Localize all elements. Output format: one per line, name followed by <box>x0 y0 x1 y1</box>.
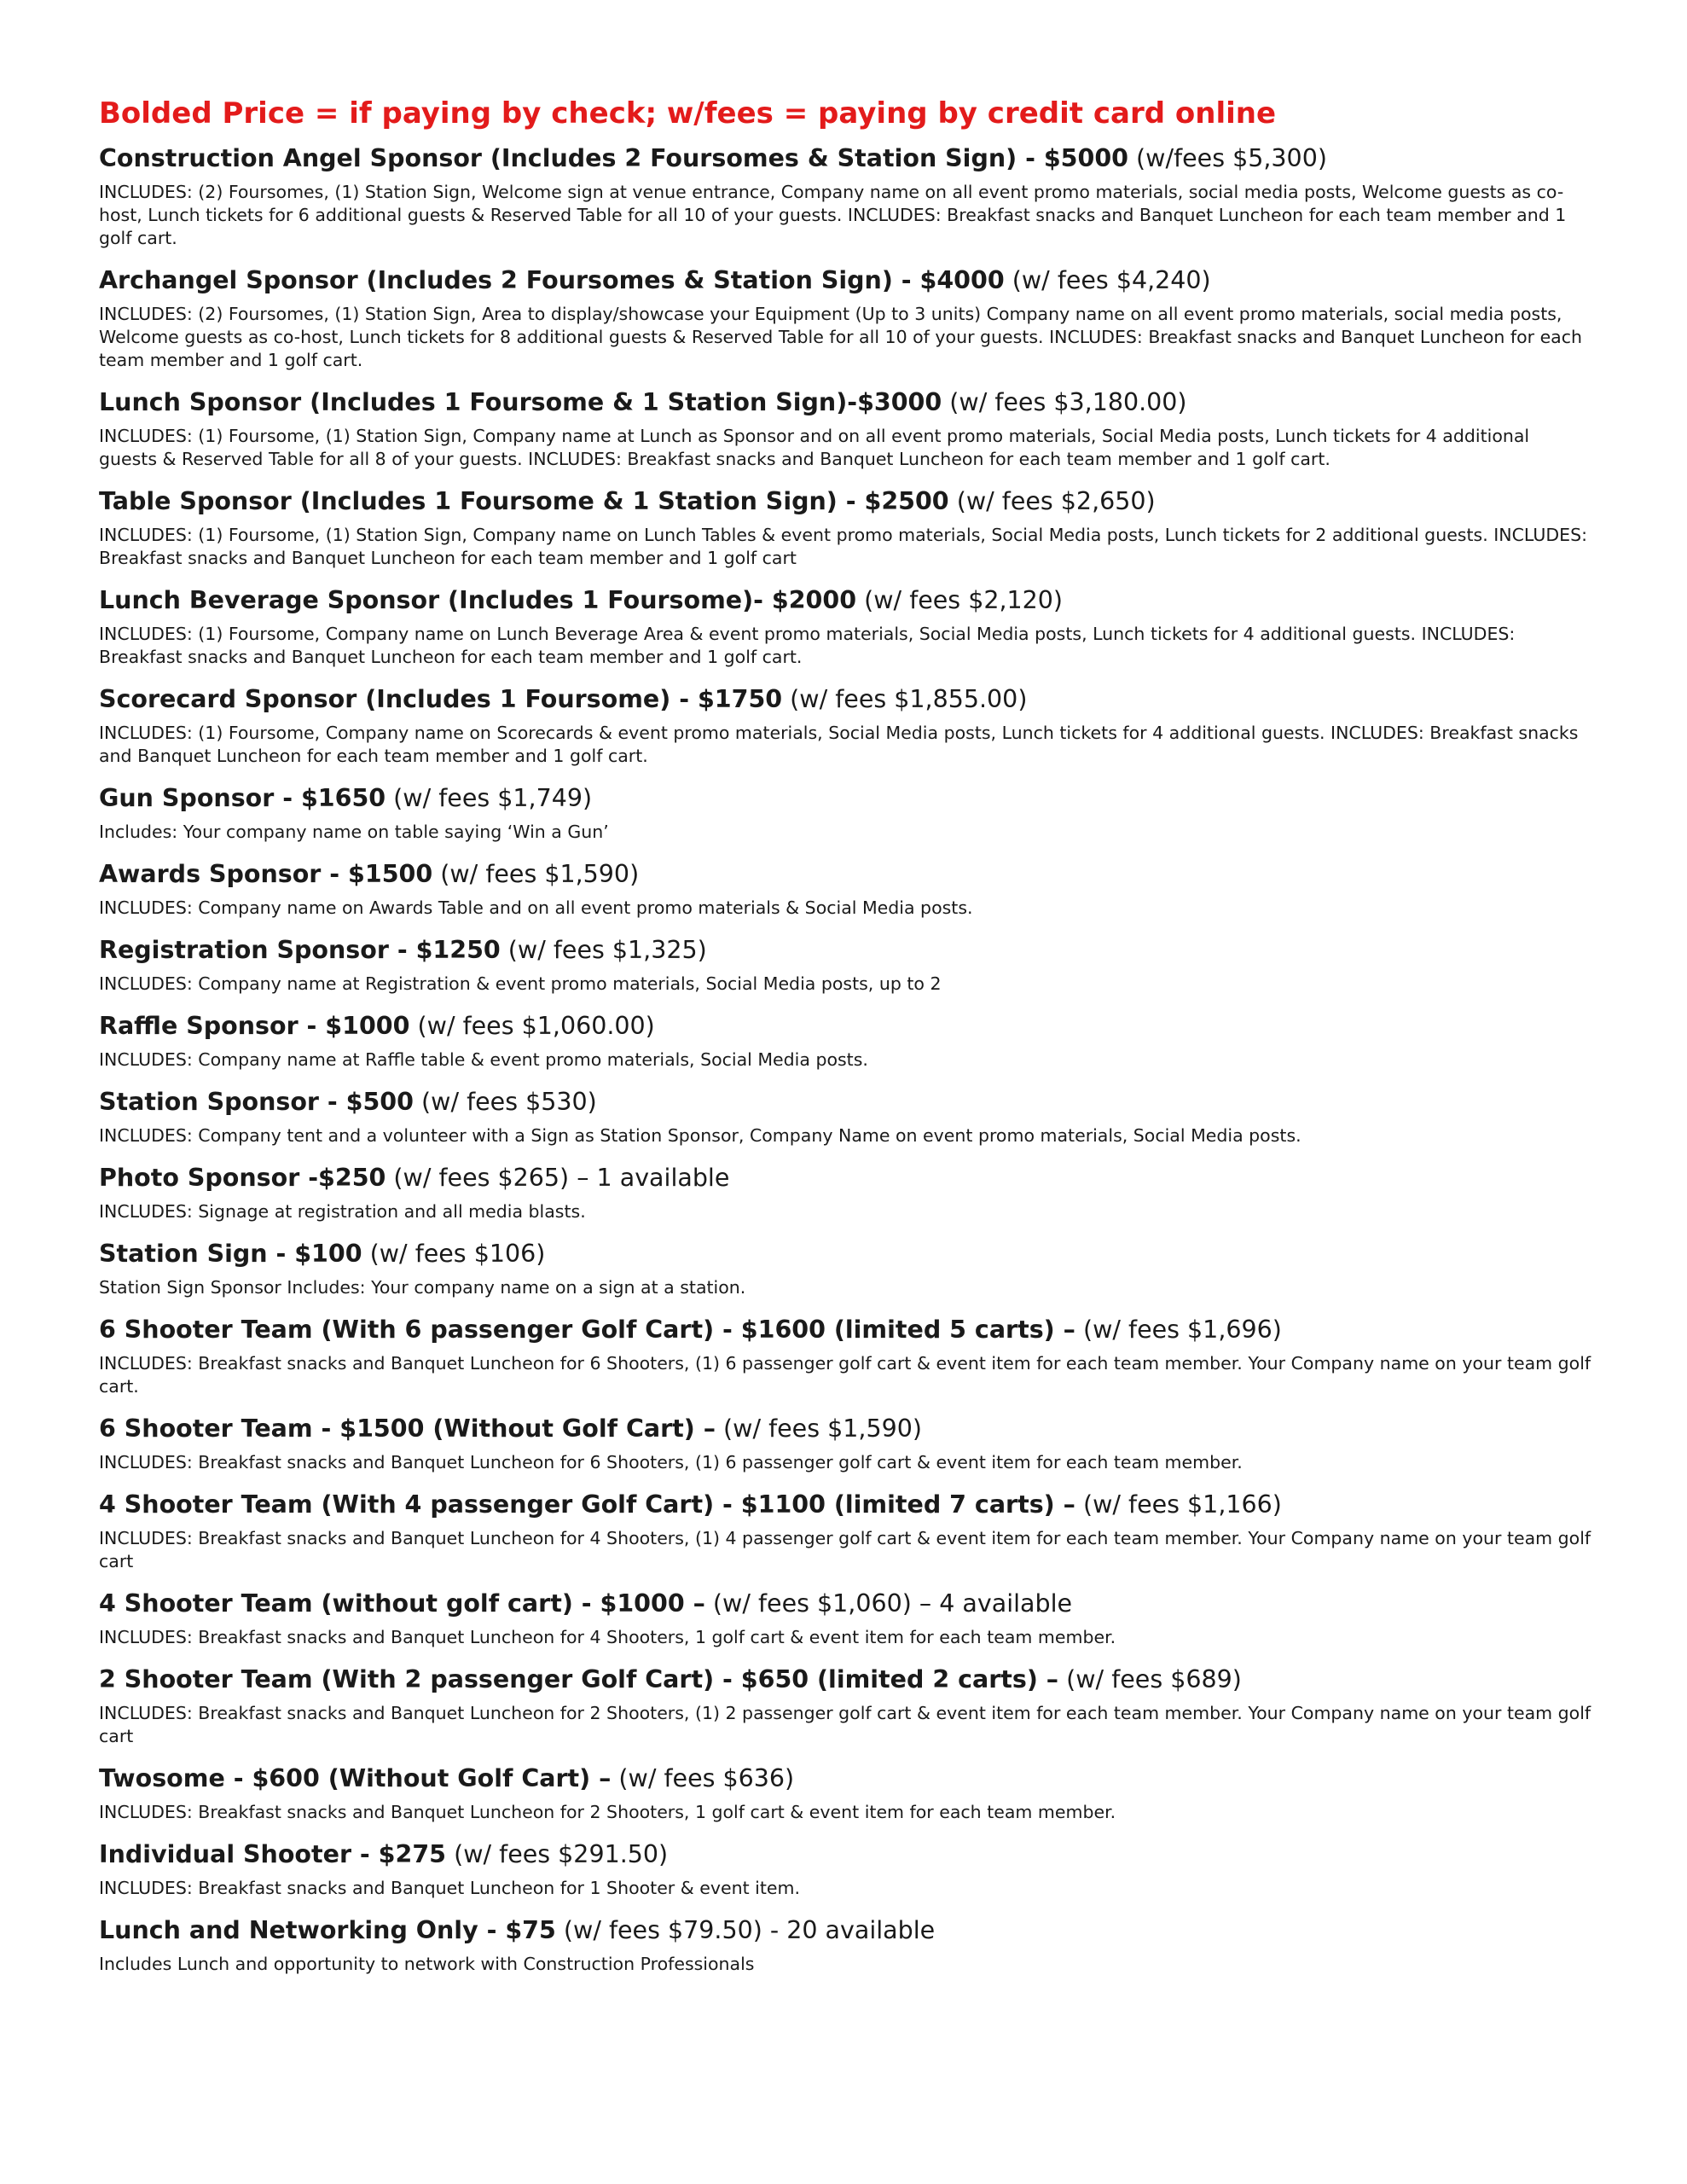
sponsorship-name-price: Construction Angel Sponsor (Includes 2 Foursomes & Station Sign) - $5000 <box>99 144 1128 172</box>
sponsorship-description: INCLUDES: (2) Foursomes, (1) Station Sign, Area to display/showcase your Equipment (Up to 3 units) Company name on all event promo materials, social media posts, Welcome guests as co-host, Lunch tickets for 8 additional guests & Reserved Table for all 10 of your guests. INCLUDES: Breakfast snacks and Banquet Luncheon for each team member and 1 golf cart. <box>99 304 1583 370</box>
sponsorship-title <box>99 1914 1591 1948</box>
sponsorship-item <box>99 781 1591 844</box>
sponsorship-name-price: Lunch and Networking Only - $75 <box>99 1916 556 1944</box>
sponsorship-title <box>99 1838 1591 1872</box>
sponsorship-item <box>99 1663 1591 1748</box>
sponsorship-description: INCLUDES: (1) Foursome, (1) Station Sign, Company name at Lunch as Sponsor and on all event promo materials, Social Media posts, Lunch tickets for 4 additional guests & Reserved Table for all 8 of your guests. INCLUDES: Breakfast snacks and Banquet Luncheon for each team member and 1 golf cart. <box>99 426 1530 469</box>
sponsorship-description: INCLUDES: Company name at Registration & event promo materials, Social Media posts, up to 2 <box>99 973 942 994</box>
sponsorship-title <box>99 1237 1591 1271</box>
sponsorship-card-fee: (w/ fees $1,749) <box>386 784 593 812</box>
sponsorship-card-fee: (w/ fees $265) – 1 available <box>386 1164 730 1192</box>
sponsorship-description: Includes: Your company name on table saying ‘Win a Gun’ <box>99 822 609 842</box>
sponsorship-title <box>99 682 1591 717</box>
sponsorship-name-price: Gun Sponsor - $1650 <box>99 784 386 812</box>
sponsorship-name-price: Registration Sponsor - $1250 <box>99 936 501 964</box>
sponsorship-item <box>99 1313 1591 1398</box>
sponsorship-card-fee: (w/ fees $636) <box>611 1764 795 1792</box>
sponsorship-name-price: Station Sponsor - $500 <box>99 1088 414 1116</box>
sponsorship-item <box>99 933 1591 996</box>
sponsorship-name-price: 2 Shooter Team (With 2 passenger Golf Cart) - $650 (limited 2 carts) – <box>99 1665 1059 1693</box>
sponsorship-name-price: Archangel Sponsor (Includes 2 Foursomes & Station Sign) - $4000 <box>99 266 1005 294</box>
sponsorship-name-price: 6 Shooter Team (With 6 passenger Golf Cart) - $1600 (limited 5 carts) – <box>99 1316 1075 1344</box>
sponsorship-name-price: 4 Shooter Team (With 4 passenger Golf Cart) - $1100 (limited 7 carts) – <box>99 1490 1075 1519</box>
sponsorship-card-fee: (w/ fees $106) <box>362 1240 546 1268</box>
sponsorship-name-price: Table Sponsor (Includes 1 Foursome & 1 Station Sign) - $2500 <box>99 487 949 515</box>
sponsorship-name-price: Station Sign - $100 <box>99 1240 362 1268</box>
sponsorship-description: INCLUDES: Breakfast snacks and Banquet Luncheon for 1 Shooter & event item. <box>99 1878 800 1898</box>
sponsorship-description: INCLUDES: Breakfast snacks and Banquet Luncheon for 2 Shooters, 1 golf cart & event item for each team member. <box>99 1802 1116 1822</box>
sponsorship-item <box>99 1762 1591 1824</box>
sponsorship-card-fee: (w/ fees $3,180.00) <box>942 388 1187 416</box>
sponsorship-description: INCLUDES: (1) Foursome, Company name on Scorecards & event promo materials, Social Media posts, Lunch tickets for 4 additional guests. INCLUDES: Breakfast snacks and Banquet Luncheon for each team member and 1 golf cart. <box>99 723 1579 766</box>
sponsorship-description: INCLUDES: Breakfast snacks and Banquet Luncheon for 4 Shooters, (1) 4 passenger golf cart & event item for each team member. Your Company name on your team golf cart <box>99 1528 1591 1571</box>
sponsorship-card-fee: (w/ fees $1,060.00) <box>409 1012 655 1040</box>
sponsorship-description: Includes Lunch and opportunity to network with Construction Professionals <box>99 1954 755 1974</box>
sponsorship-card-fee: (w/ fees $530) <box>413 1088 597 1116</box>
sponsorship-title <box>99 1412 1591 1446</box>
sponsorship-title <box>99 1488 1591 1522</box>
sponsorship-title <box>99 781 1591 816</box>
sponsorship-item <box>99 1009 1591 1072</box>
sponsorship-description: Station Sign Sponsor Includes: Your company name on a sign at a station. <box>99 1277 746 1298</box>
sponsorship-item <box>99 1237 1591 1299</box>
sponsorship-item <box>99 857 1591 920</box>
sponsorship-title <box>99 857 1591 892</box>
sponsorship-card-fee: (w/ fees $1,590) <box>715 1414 922 1443</box>
sponsorship-item <box>99 1085 1591 1147</box>
sponsorship-name-price: Lunch Beverage Sponsor (Includes 1 Foursome)- $2000 <box>99 586 857 614</box>
sponsorship-card-fee: (w/ fees $1,696) <box>1075 1316 1282 1344</box>
sponsorship-title <box>99 1663 1591 1697</box>
sponsorship-card-fee: (w/ fees $79.50) - 20 available <box>555 1916 936 1944</box>
sponsorship-item <box>99 386 1591 471</box>
sponsorship-card-fee: (w/ fees $4,240) <box>1004 266 1211 294</box>
sponsorship-card-fee: (w/ fees $1,060) – 4 available <box>704 1589 1073 1618</box>
sponsorship-item <box>99 1838 1591 1900</box>
sponsorship-page <box>99 94 1591 1989</box>
pricing-note-header: Bolded Price = if paying by check; w/fees = paying by credit card online <box>99 96 1277 131</box>
sponsorship-description: INCLUDES: (1) Foursome, (1) Station Sign, Company name on Lunch Tables & event promo materials, Social Media posts, Lunch tickets for 2 additional guests. INCLUDES: Breakfast snacks and Banquet Luncheon for each team member and 1 golf cart <box>99 525 1587 568</box>
sponsorship-card-fee: (w/ fees $1,166) <box>1075 1490 1282 1519</box>
sponsorship-description: INCLUDES: Breakfast snacks and Banquet Luncheon for 6 Shooters, (1) 6 passenger golf cart & event item for each team member. <box>99 1452 1243 1472</box>
sponsorship-card-fee: (w/fees $5,300) <box>1128 144 1327 172</box>
sponsorship-card-fee: (w/ fees $2,120) <box>856 586 1064 614</box>
sponsorship-title <box>99 1313 1591 1347</box>
sponsorship-name-price: Raffle Sponsor - $1000 <box>99 1012 410 1040</box>
sponsorship-description: INCLUDES: Company name on Awards Table and on all event promo materials & Social Media posts. <box>99 897 973 918</box>
sponsorship-item <box>99 485 1591 570</box>
sponsorship-card-fee: (w/ fees $1,325) <box>500 936 707 964</box>
sponsorship-item <box>99 1488 1591 1573</box>
sponsorship-item <box>99 584 1591 669</box>
sponsorship-card-fee: (w/ fees $2,650) <box>948 487 1156 515</box>
sponsorship-description: INCLUDES: Breakfast snacks and Banquet Luncheon for 4 Shooters, 1 golf cart & event item for each team member. <box>99 1627 1116 1647</box>
sponsorship-title <box>99 142 1591 176</box>
sponsorship-title <box>99 1085 1591 1119</box>
sponsorship-description: INCLUDES: Breakfast snacks and Banquet Luncheon for 6 Shooters, (1) 6 passenger golf cart & event item for each team member. Your Company name on your team golf cart. <box>99 1353 1591 1397</box>
sponsorship-item <box>99 1412 1591 1474</box>
sponsorship-item <box>99 142 1591 250</box>
sponsorship-name-price: 6 Shooter Team - $1500 (Without Golf Cart) – <box>99 1414 716 1443</box>
sponsorship-name-price: Twosome - $600 (Without Golf Cart) – <box>99 1764 612 1792</box>
sponsorship-item <box>99 264 1591 372</box>
sponsorship-name-price: 4 Shooter Team (without golf cart) - $1000 – <box>99 1589 705 1618</box>
sponsorship-card-fee: (w/ fees $1,590) <box>432 860 640 888</box>
sponsorship-title <box>99 1161 1591 1195</box>
sponsorship-name-price: Awards Sponsor - $1500 <box>99 860 433 888</box>
sponsorship-item <box>99 682 1591 768</box>
sponsorship-description: INCLUDES: Breakfast snacks and Banquet Luncheon for 2 Shooters, (1) 2 passenger golf cart & event item for each team member. Your Company name on your team golf cart <box>99 1703 1591 1746</box>
sponsorship-item <box>99 1161 1591 1223</box>
sponsorship-title <box>99 1587 1591 1621</box>
sponsorship-name-price: Lunch Sponsor (Includes 1 Foursome & 1 Station Sign)-$3000 <box>99 388 942 416</box>
sponsorship-title <box>99 1762 1591 1796</box>
sponsorship-title <box>99 386 1591 420</box>
sponsorship-description: INCLUDES: Company tent and a volunteer with a Sign as Station Sponsor, Company Name on event promo materials, Social Media posts. <box>99 1125 1301 1146</box>
sponsorship-title <box>99 485 1591 519</box>
sponsorship-description: INCLUDES: (2) Foursomes, (1) Station Sign, Welcome sign at venue entrance, Company name on all event promo materials, social media posts, Welcome guests as co-host, Lunch tickets for 6 additional guests & Reserved Table for all 10 of your guests. INCLUDES: Breakfast snacks and Banquet Luncheon for each team member and 1 golf cart. <box>99 182 1567 248</box>
sponsorship-item <box>99 1914 1591 1976</box>
sponsorship-description: INCLUDES: (1) Foursome, Company name on Lunch Beverage Area & event promo materials, Social Media posts, Lunch tickets for 4 additional guests. INCLUDES: Breakfast snacks and Banquet Luncheon for each team member and 1 golf cart. <box>99 624 1516 667</box>
sponsorship-description: INCLUDES: Signage at registration and all media blasts. <box>99 1201 586 1222</box>
sponsorship-name-price: Photo Sponsor -$250 <box>99 1164 386 1192</box>
sponsorship-description: INCLUDES: Company name at Raffle table & event promo materials, Social Media posts. <box>99 1049 868 1070</box>
sponsorship-name-price: Individual Shooter - $275 <box>99 1840 447 1868</box>
sponsorship-title <box>99 933 1591 967</box>
sponsorship-name-price: Scorecard Sponsor (Includes 1 Foursome) - $1750 <box>99 685 783 713</box>
sponsorship-title <box>99 264 1591 298</box>
sponsorship-title <box>99 584 1591 618</box>
sponsorship-list <box>99 142 1591 1976</box>
sponsorship-card-fee: (w/ fees $291.50) <box>446 1840 669 1868</box>
sponsorship-card-fee: (w/ fees $689) <box>1058 1665 1242 1693</box>
sponsorship-card-fee: (w/ fees $1,855.00) <box>782 685 1028 713</box>
sponsorship-title <box>99 1009 1591 1043</box>
sponsorship-item <box>99 1587 1591 1649</box>
